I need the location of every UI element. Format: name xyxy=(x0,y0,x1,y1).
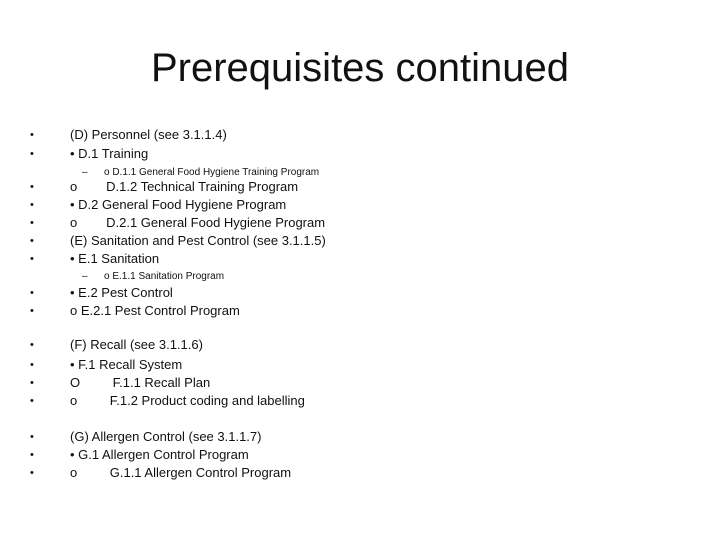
list-item xyxy=(0,374,720,392)
list-item-text: o G.1.1 Allergen Control Program xyxy=(70,465,292,480)
bullet: • xyxy=(30,359,34,371)
list-item xyxy=(0,302,720,320)
bullet: • xyxy=(30,431,34,443)
list-item-text: (E) Sanitation and Pest Control (see 3.1.1.5) xyxy=(70,233,326,248)
list-item-text: • D.1 Training xyxy=(70,146,149,161)
list-item-text: • F.1 Recall System xyxy=(70,357,183,372)
list-item-text: o D.1.2 Technical Training Program xyxy=(70,179,299,194)
list-item-text: o E.2.1 Pest Control Program xyxy=(70,303,240,318)
list-item xyxy=(0,126,720,144)
list-item xyxy=(0,196,720,214)
list-item-text: • D.2 General Food Hygiene Program xyxy=(70,197,287,212)
list-item xyxy=(0,464,720,482)
bullet: • xyxy=(30,467,34,479)
dash-bullet: – xyxy=(82,271,88,282)
sub-list-item-text: o E.1.1 Sanitation Program xyxy=(104,271,225,282)
list-item xyxy=(0,356,720,374)
sub-list-item xyxy=(0,270,720,284)
list-item-text: (G) Allergen Control (see 3.1.1.7) xyxy=(70,429,262,444)
bullet: • xyxy=(30,148,34,160)
dash-bullet: – xyxy=(82,167,88,178)
bullet: • xyxy=(30,339,34,351)
bullet: • xyxy=(30,287,34,299)
list-item xyxy=(0,178,720,196)
list-item xyxy=(0,392,720,410)
bullet: • xyxy=(30,181,34,193)
list-item xyxy=(0,250,720,268)
bullet: • xyxy=(30,129,34,141)
list-item xyxy=(0,232,720,250)
list-item xyxy=(0,428,720,446)
list-item xyxy=(0,446,720,464)
slide-title: Prerequisites continued xyxy=(150,46,570,90)
list-item-text: o D.2.1 General Food Hygiene Program xyxy=(70,215,326,230)
bullet: • xyxy=(30,449,34,461)
bullet: • xyxy=(30,217,34,229)
sub-list-item-text: o D.1.1 General Food Hygiene Training Program xyxy=(104,167,320,178)
list-item-text: • E.2 Pest Control xyxy=(70,285,173,300)
bullet: • xyxy=(30,253,34,265)
list-item xyxy=(0,145,720,163)
bullet: • xyxy=(30,235,34,247)
list-item-text: O F.1.1 Recall Plan xyxy=(70,375,211,390)
bullet: • xyxy=(30,305,34,317)
list-item xyxy=(0,336,720,354)
bullet: • xyxy=(30,199,34,211)
list-item-text: (D) Personnel (see 3.1.1.4) xyxy=(70,127,227,142)
bullet: • xyxy=(30,395,34,407)
list-item-text: (F) Recall (see 3.1.1.6) xyxy=(70,337,203,352)
list-item-text: • G.1 Allergen Control Program xyxy=(70,447,249,462)
list-item xyxy=(0,284,720,302)
list-item-text: o F.1.2 Product coding and labelling xyxy=(70,393,305,408)
list-item xyxy=(0,214,720,232)
list-item-text: • E.1 Sanitation xyxy=(70,251,160,266)
bullet: • xyxy=(30,377,34,389)
